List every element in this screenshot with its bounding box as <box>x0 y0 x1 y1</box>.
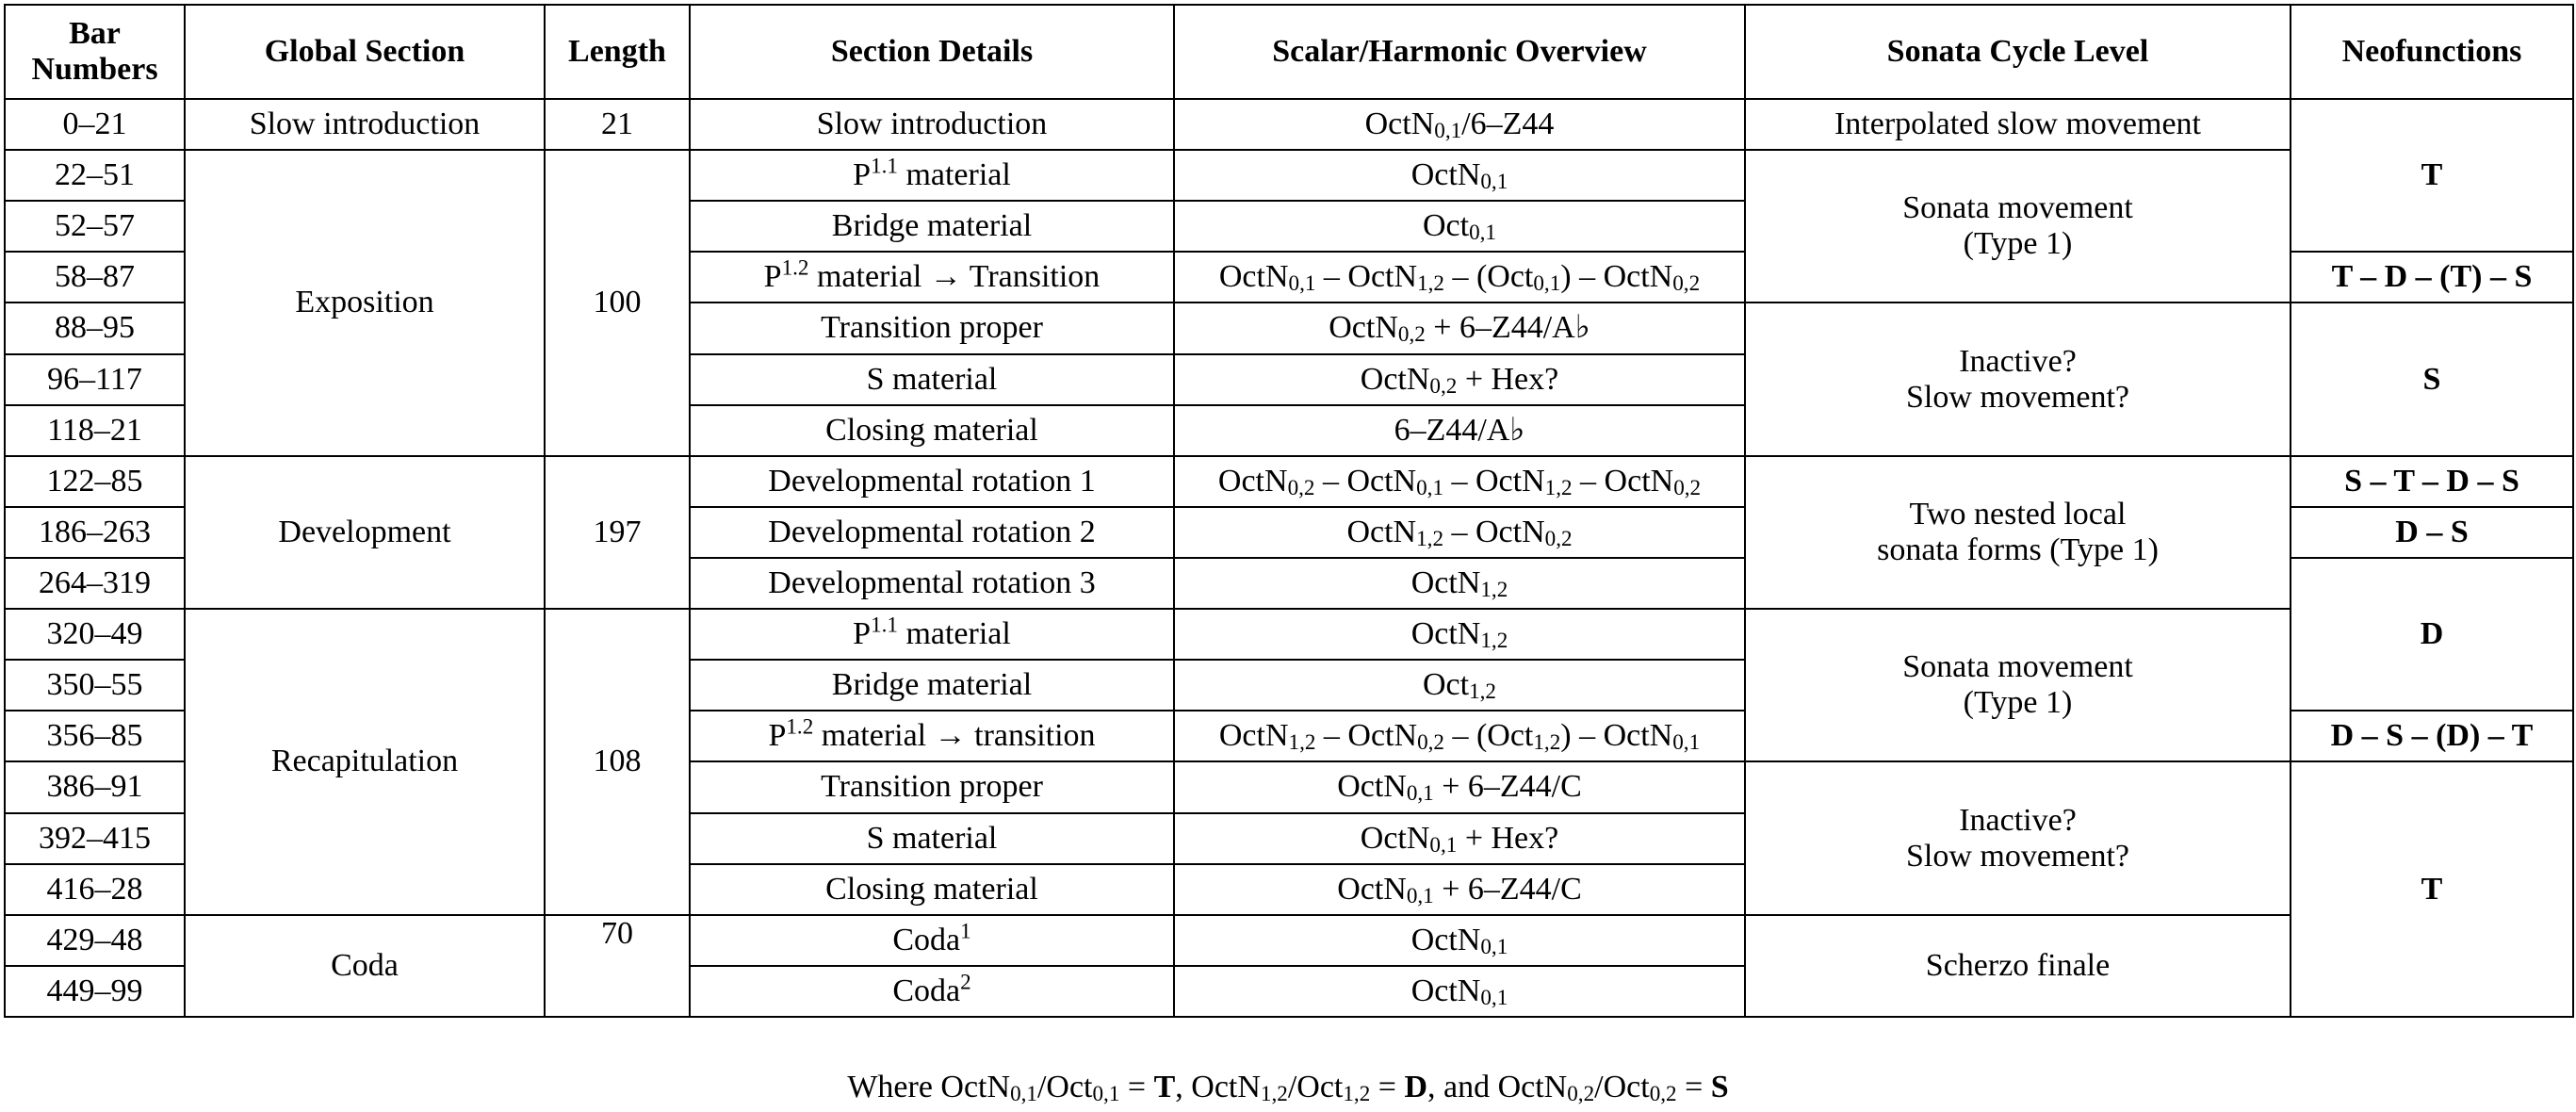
section-details-cell: Closing material <box>690 405 1174 456</box>
bar-numbers-cell: 186–263 <box>5 507 185 558</box>
neofunction-cell: T <box>2291 99 2573 252</box>
harmonic-cell: Oct$_{1,2}$ <box>1174 660 1745 711</box>
sonata-level-cell: Two nested local sonata forms (Type 1) <box>1745 456 2291 609</box>
section-details-cell: Transition proper <box>690 761 1174 812</box>
header-length: Length <box>545 5 690 99</box>
header-harmonic-overview: Scalar/Harmonic Overview <box>1174 5 1745 99</box>
bar-numbers-cell: 320–49 <box>5 609 185 660</box>
bar-numbers-cell: 356–85 <box>5 711 185 761</box>
harmonic-cell: 6–Z44/A♭ <box>1174 405 1745 456</box>
bar-numbers-cell: 52–57 <box>5 201 185 252</box>
sonata-level-cell: Sonata movement (Type 1) <box>1745 609 2291 761</box>
harmonic-cell: OctN$_{0,1}$/6–Z44 <box>1174 99 1745 150</box>
analysis-table <box>4 4 2574 1018</box>
bar-numbers-cell: 429–48 <box>5 915 185 966</box>
neofunction-cell: D – S <box>2291 507 2573 558</box>
section-details-cell: S material <box>690 813 1174 864</box>
length-cell: 197 <box>545 456 690 609</box>
section-details-cell: Closing material <box>690 864 1174 915</box>
sonata-level-cell: Interpolated slow movement <box>1745 99 2291 150</box>
section-details-cell: Bridge material <box>690 660 1174 711</box>
table-row <box>5 99 2573 150</box>
sonata-level-cell: Inactive? Slow movement? <box>1745 761 2291 914</box>
bar-numbers-cell: 416–28 <box>5 864 185 915</box>
harmonic-cell: OctN$_{0,1}$ – OctN$_{1,2}$ – (Oct$_{0,1}$) – OctN$_{0,2}$ <box>1174 252 1745 303</box>
harmonic-cell: OctN$_{0,1}$ + 6–Z44/C <box>1174 864 1745 915</box>
length-cell: 70 <box>545 915 690 966</box>
bar-numbers-cell: 264–319 <box>5 558 185 609</box>
harmonic-cell: OctN$_{1,2}$ <box>1174 609 1745 660</box>
section-details-cell: $P^{1.2}$ material → transition <box>690 711 1174 761</box>
harmonic-cell: OctN$_{0,2}$ + Hex? <box>1174 354 1745 405</box>
harmonic-cell: OctN$_{1,2}$ – OctN$_{0,2}$ <box>1174 507 1745 558</box>
harmonic-cell: OctN$_{0,2}$ – OctN$_{0,1}$ – OctN$_{1,2}$ – OctN$_{0,2}$ <box>1174 456 1745 507</box>
length-cell: 100 <box>545 150 690 456</box>
harmonic-cell: OctN$_{0,1}$ <box>1174 966 1745 1017</box>
neofunction-cell: S <box>2291 303 2573 455</box>
section-details-cell: Bridge material <box>690 201 1174 252</box>
section-details-cell: Coda$^2$ <box>690 966 1174 1017</box>
bar-numbers-cell: 22–51 <box>5 150 185 201</box>
global-section-cell: Development <box>185 456 545 609</box>
sonata-level-cell: Inactive? Slow movement? <box>1745 303 2291 455</box>
neofunction-cell: D – S – (D) – T <box>2291 711 2573 761</box>
header-global-section: Global Section <box>185 5 545 99</box>
table-row <box>5 609 2573 660</box>
sonata-level-cell: Scherzo finale <box>1745 915 2291 1017</box>
length-cell: 108 <box>545 609 690 915</box>
global-section-cell: Coda <box>185 915 545 1017</box>
bar-numbers-cell: 392–415 <box>5 813 185 864</box>
bar-numbers-cell: 386–91 <box>5 761 185 812</box>
table-row <box>5 915 2573 966</box>
bar-numbers-cell: 350–55 <box>5 660 185 711</box>
section-details-cell: S material <box>690 354 1174 405</box>
neofunction-cell: T – D – (T) – S <box>2291 252 2573 303</box>
section-details-cell: Developmental rotation 1 <box>690 456 1174 507</box>
harmonic-cell: OctN$_{0,2}$ + 6–Z44/A♭ <box>1174 303 1745 353</box>
section-details-cell: Developmental rotation 3 <box>690 558 1174 609</box>
global-section-cell: Recapitulation <box>185 609 545 915</box>
section-details-cell: Transition proper <box>690 303 1174 353</box>
header-section-details: Section Details <box>690 5 1174 99</box>
neofunction-cell: T <box>2291 761 2573 1017</box>
bar-numbers-cell: 122–85 <box>5 456 185 507</box>
bar-numbers-cell: 58–87 <box>5 252 185 303</box>
table-row <box>5 150 2573 201</box>
harmonic-cell: OctN$_{0,1}$ + Hex? <box>1174 813 1745 864</box>
harmonic-cell: OctN$_{0,1}$ <box>1174 150 1745 201</box>
section-details-cell: $P^{1.1}$ material <box>690 150 1174 201</box>
legend-caption: Where OctN$_{0,1}$/Oct$_{0,1}$ = T, OctN$_{1,2}$/Oct$_{1,2}$ = D, and OctN$_{0,2}$/Oct$_{0,2}$ = S <box>847 1070 1729 1107</box>
bar-numbers-cell: 449–99 <box>5 966 185 1017</box>
bar-numbers-cell: 0–21 <box>5 99 185 150</box>
global-section-cell: Slow introduction <box>185 99 545 150</box>
harmonic-cell: OctN$_{1,2}$ <box>1174 558 1745 609</box>
global-section-cell: Exposition <box>185 150 545 456</box>
harmonic-cell: OctN$_{1,2}$ – OctN$_{0,2}$ – (Oct$_{1,2}$) – OctN$_{0,1}$ <box>1174 711 1745 761</box>
section-details-cell: Slow introduction <box>690 99 1174 150</box>
table-row <box>5 456 2573 507</box>
section-details-cell: $P^{1.2}$ material → Transition <box>690 252 1174 303</box>
header-bar-numbers: Bar Numbers <box>5 5 185 99</box>
section-details-cell: Coda$^1$ <box>690 915 1174 966</box>
neofunction-cell: D <box>2291 558 2573 711</box>
length-cell: 21 <box>545 99 690 150</box>
header-row <box>5 5 2573 99</box>
bar-numbers-cell: 96–117 <box>5 354 185 405</box>
bar-numbers-cell: 88–95 <box>5 303 185 353</box>
section-details-cell: $P^{1.1}$ material <box>690 609 1174 660</box>
header-neofunctions: Neofunctions <box>2291 5 2573 99</box>
length-cell <box>545 966 690 1017</box>
neofunction-cell: S – T – D – S <box>2291 456 2573 507</box>
bar-numbers-cell: 118–21 <box>5 405 185 456</box>
harmonic-cell: OctN$_{0,1}$ <box>1174 915 1745 966</box>
section-details-cell: Developmental rotation 2 <box>690 507 1174 558</box>
sonata-level-cell: Sonata movement (Type 1) <box>1745 150 2291 303</box>
harmonic-cell: Oct$_{0,1}$ <box>1174 201 1745 252</box>
harmonic-cell: OctN$_{0,1}$ + 6–Z44/C <box>1174 761 1745 812</box>
header-sonata-cycle-level: Sonata Cycle Level <box>1745 5 2291 99</box>
